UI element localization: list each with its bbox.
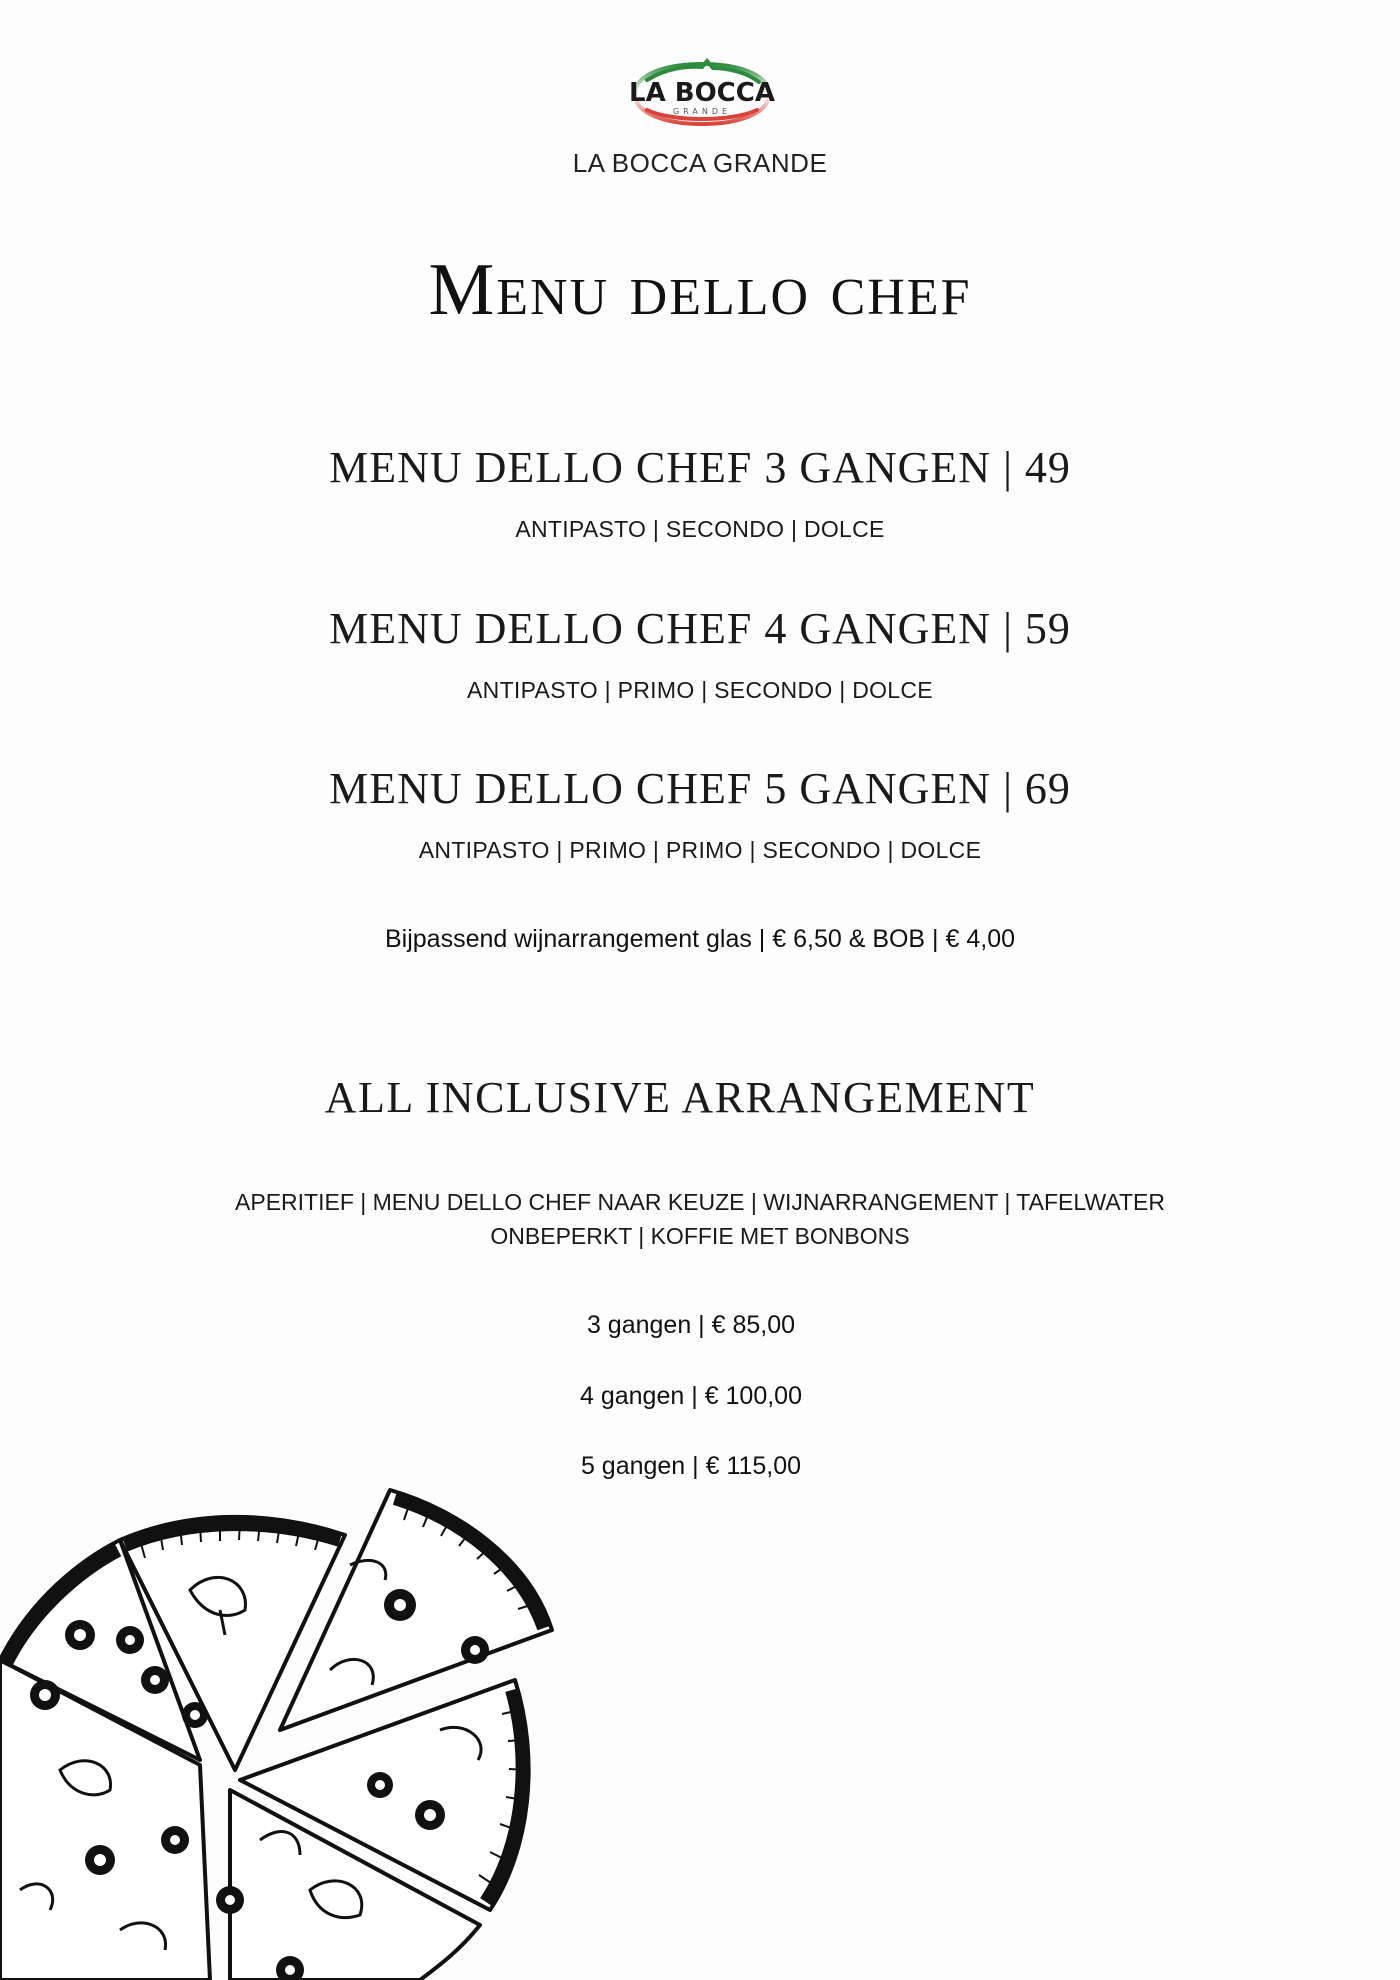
menu-4-courses: ANTIPASTO | PRIMO | SECONDO | DOLCE (467, 677, 933, 703)
brand-logo (627, 58, 777, 130)
menu-3-courses: ANTIPASTO | SECONDO | DOLCE (515, 516, 885, 542)
price-3-gangen: 3 gangen | € 85,00 (586, 1311, 796, 1339)
brand-name: LA BOCCA GRANDE (572, 148, 828, 178)
all-inclusive-title: ALL INCLUSIVE ARRANGEMENT (324, 1073, 1036, 1122)
logo-sub-text: GRANDE (672, 107, 732, 116)
price-4-gangen: 4 gangen | € 100,00 (580, 1382, 802, 1410)
page-title: Menu dello chef (428, 249, 972, 331)
price-5-gangen: 5 gangen | € 115,00 (580, 1452, 802, 1480)
logo-main-text: LA BOCCA (629, 78, 775, 108)
menu-3-title: MENU DELLO CHEF 3 GANGEN | 49 (329, 443, 1071, 492)
menu-5-title: MENU DELLO CHEF 5 GANGEN | 69 (329, 764, 1071, 813)
menu-5-courses: ANTIPASTO | PRIMO | PRIMO | SECONDO | DOLCE (418, 837, 982, 863)
logo-icon (627, 58, 777, 130)
menu-4-title: MENU DELLO CHEF 4 GANGEN | 59 (329, 604, 1071, 653)
pizza-illustration (0, 1470, 560, 1980)
all-inclusive-description: APERITIEF | MENU DELLO CHEF NAAR KEUZE | WIJNARRANGEMENT | TAFELWATER ONBEPERKT | KOFFIE MET BONBONS (235, 1189, 1165, 1249)
wine-pairing: Bijpassend wijnarrangement glas | € 6,50 & BOB | € 4,00 (384, 925, 1016, 953)
pizza-icon (0, 1470, 560, 1980)
